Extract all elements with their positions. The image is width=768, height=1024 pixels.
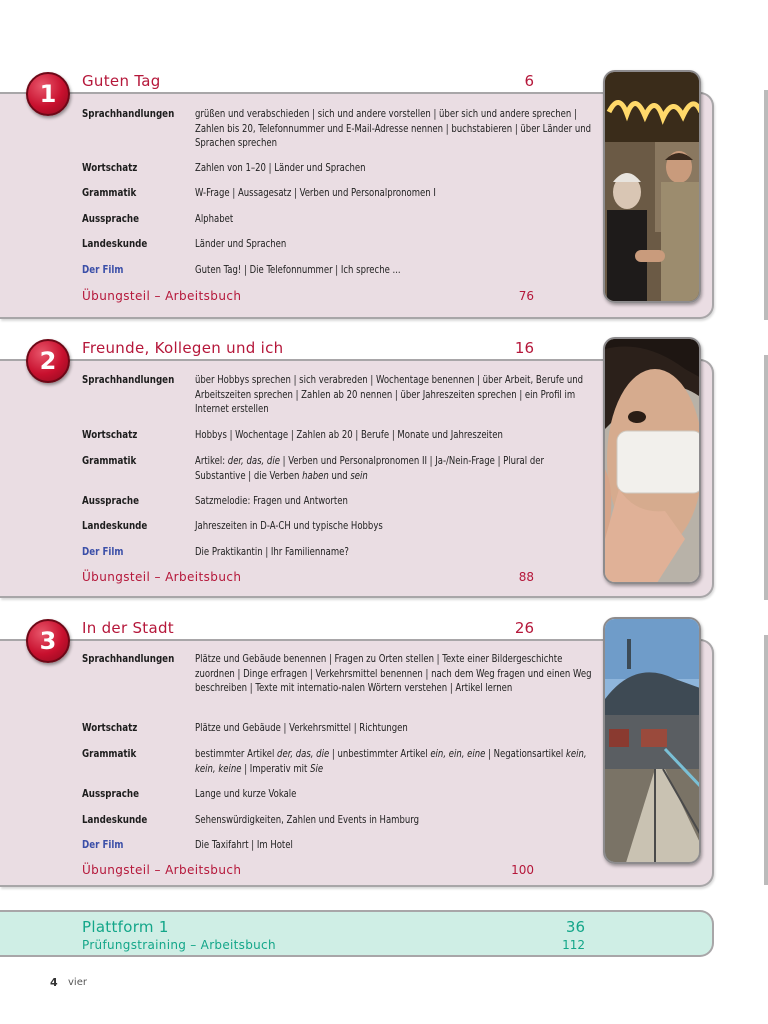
row-label: Sprachhandlungen <box>82 373 175 386</box>
chapter-1-uebungsteil-page[interactable]: 76 <box>518 289 534 303</box>
page-number: 4 <box>50 976 58 989</box>
row-text: Die Taxifahrt | Im Hotel <box>195 838 293 851</box>
row-label: Grammatik <box>82 186 137 199</box>
row-label: Landeskunde <box>82 237 148 250</box>
row-label: Grammatik <box>82 454 137 467</box>
chapter-1-photo <box>603 70 701 303</box>
row-label-film: Der Film <box>82 263 124 276</box>
chapter-3-photo <box>603 617 701 864</box>
chapter-2-uebungsteil[interactable]: Übungsteil – Arbeitsbuch <box>82 570 242 584</box>
chapter-2-uebungsteil-page[interactable]: 88 <box>518 570 534 584</box>
row-text: über Hobbys sprechen | sich verabreden | Wochentage benennen | über Arbeit, Berufe und Arbeitszeiten sprechen | Zahlen ab 20 nennen | über Jahreszeiten sprechen | ein Profil im Internet erstellen <box>195 373 584 415</box>
row-label: Aussprache <box>82 494 139 507</box>
row-label: Wortschatz <box>82 161 138 174</box>
plattform-pruefungstraining-page[interactable]: 112 <box>562 938 585 952</box>
row-text: Sehenswürdigkeiten, Zahlen und Events in Hamburg <box>195 813 420 826</box>
adjacent-page-edge <box>764 90 768 320</box>
row-text: grüßen und verabschieden | sich und andere vorstellen | über sich und andere sprechen | Zahlen bis 20, Telefonnummer und E-Mail-Adresse nennen | buchstabieren | über Länder und Sprachen sprechen <box>195 107 592 149</box>
chapter-1-page[interactable]: 6 <box>524 72 534 90</box>
row-text: Satzmelodie: Fragen und Antworten <box>195 494 348 507</box>
chapter-2-badge: 2 <box>26 339 70 383</box>
chapter-3-page[interactable]: 26 <box>514 619 534 637</box>
row-text: Plätze und Gebäude benennen | Fragen zu Orten stellen | Texte einer Bildergeschichte zuordnen | Dinge erfragen | Verkehrsmittel benennen | nach dem Weg fragen und einen Weg beschreiben | Texte mit internatio-nalen Wörtern verstehen | Artikel lernen <box>195 652 592 694</box>
chapter-1-uebungsteil[interactable]: Übungsteil – Arbeitsbuch <box>82 289 242 303</box>
row-text: Hobbys | Wochentage | Zahlen ab 20 | Berufe | Monate und Jahreszeiten <box>195 428 503 441</box>
row-label: Landeskunde <box>82 519 148 532</box>
row-text: Alphabet <box>195 212 234 225</box>
adjacent-page-edge <box>764 635 768 885</box>
row-text: Die Praktikantin | Ihr Familienname? <box>195 545 349 558</box>
row-label: Wortschatz <box>82 428 138 441</box>
row-label: Aussprache <box>82 212 139 225</box>
chapter-2-title[interactable]: Freunde, Kollegen und ich <box>82 339 284 357</box>
row-label: Landeskunde <box>82 813 148 826</box>
chapter-1-title[interactable]: Guten Tag <box>82 72 161 90</box>
plattform-pruefungstraining[interactable]: Prüfungstraining – Arbeitsbuch <box>82 938 276 952</box>
row-label: Wortschatz <box>82 721 138 734</box>
row-text: Jahreszeiten in D-A-CH und typische Hobbys <box>195 519 383 532</box>
chapter-2-photo <box>603 337 701 584</box>
row-label-film: Der Film <box>82 838 124 851</box>
row-text: Länder und Sprachen <box>195 237 287 250</box>
row-label: Aussprache <box>82 787 139 800</box>
plattform-title[interactable]: Plattform 1 <box>82 918 169 936</box>
page-number-word: vier <box>68 977 87 988</box>
row-text: Guten Tag! | Die Telefonnummer | Ich spreche ... <box>195 263 401 276</box>
plattform-page[interactable]: 36 <box>565 918 585 936</box>
adjacent-page-edge <box>764 355 768 600</box>
chapter-3-badge: 3 <box>26 619 70 663</box>
row-label: Sprachhandlungen <box>82 107 175 120</box>
chapter-3-uebungsteil-page[interactable]: 100 <box>511 863 534 877</box>
row-text: Artikel: der, das, die | Verben und Personalpronomen II | Ja-/Nein-Frage | Plural der Substantive | die Verben haben und sein <box>195 454 544 482</box>
chapter-1-badge: 1 <box>26 72 70 116</box>
chapter-3-uebungsteil[interactable]: Übungsteil – Arbeitsbuch <box>82 863 242 877</box>
row-text: bestimmter Artikel der, das, die | unbestimmter Artikel ein, ein, eine | Negationsartikel kein, kein, keine | Imperativ mit Sie <box>195 747 587 775</box>
row-text: Zahlen von 1–20 | Länder und Sprachen <box>195 161 366 174</box>
chapter-3-title[interactable]: In der Stadt <box>82 619 174 637</box>
row-label-film: Der Film <box>82 545 124 558</box>
row-label: Sprachhandlungen <box>82 652 175 665</box>
row-text: Plätze und Gebäude | Verkehrsmittel | Richtungen <box>195 721 408 734</box>
row-text: W-Frage | Aussagesatz | Verben und Personalpronomen I <box>195 186 436 199</box>
chapter-2-page[interactable]: 16 <box>514 339 534 357</box>
row-text: Lange und kurze Vokale <box>195 787 297 800</box>
plattform-panel <box>0 910 714 957</box>
row-label: Grammatik <box>82 747 137 760</box>
